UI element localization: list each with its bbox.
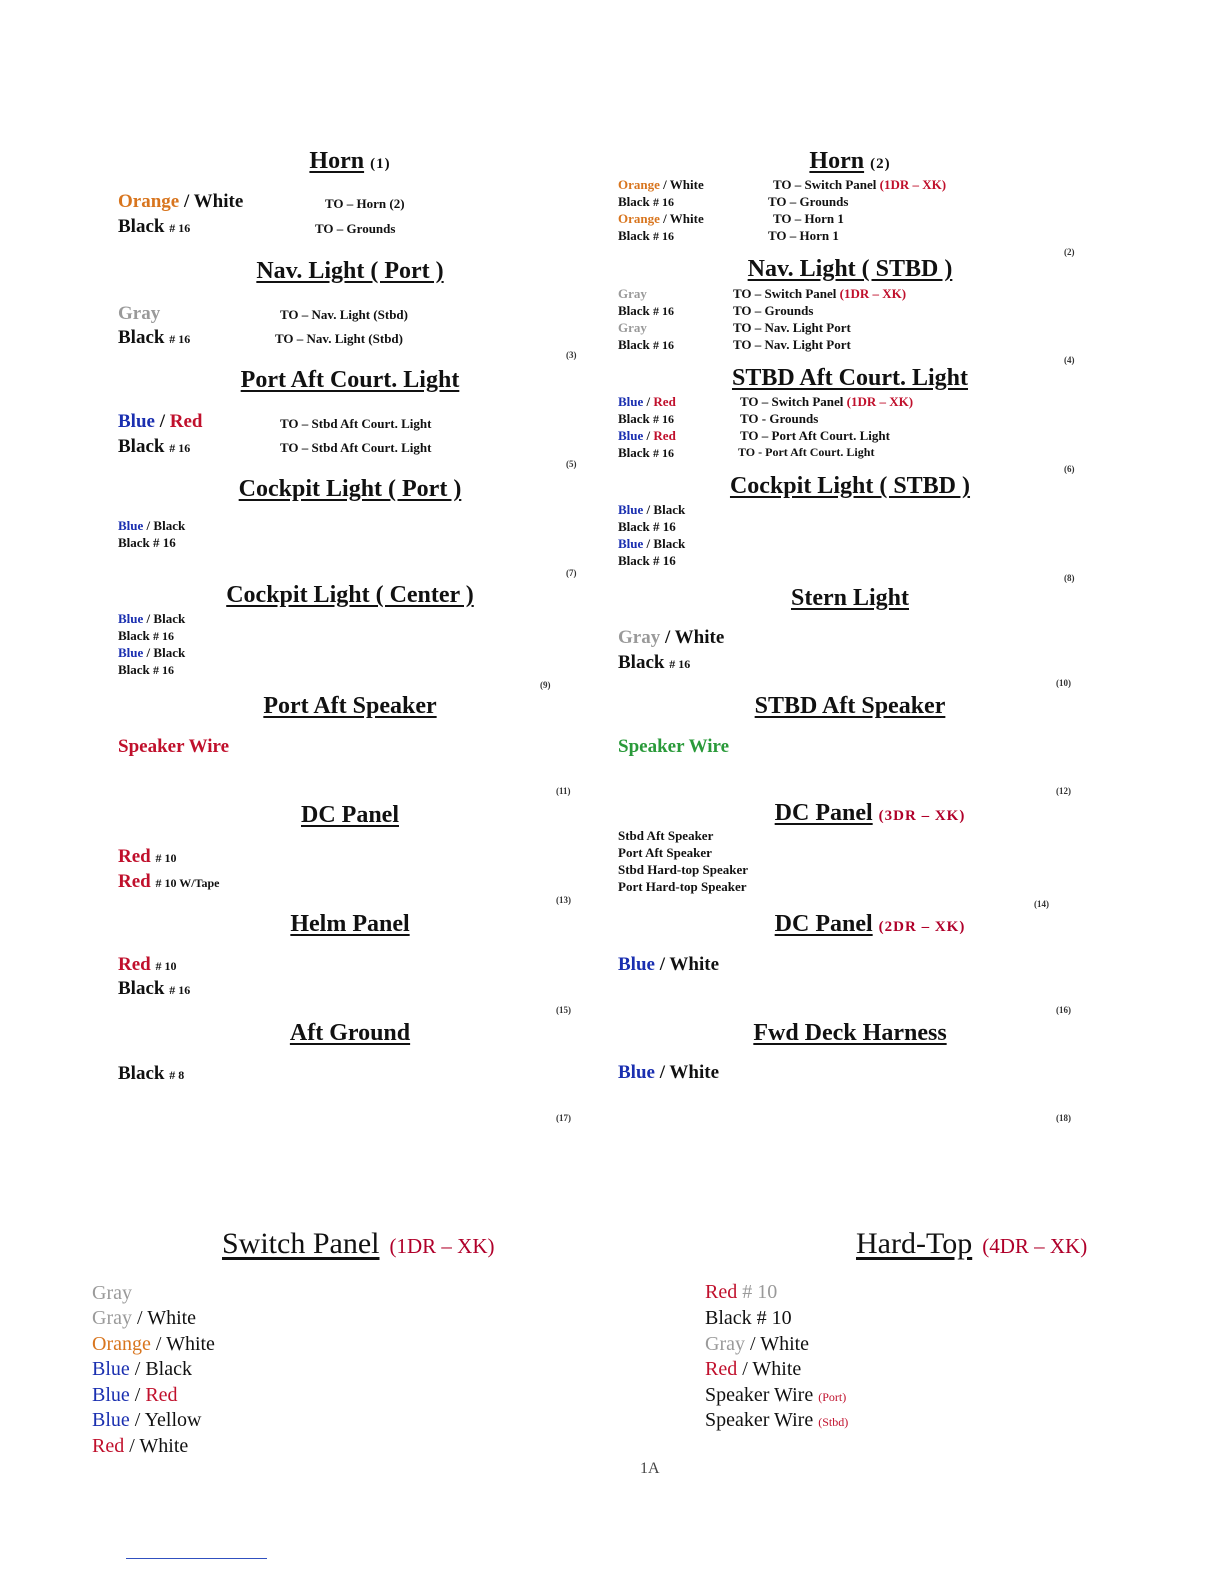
page-counter: (2) [1064, 247, 1075, 257]
hard-top-row: Black # 10 [705, 1307, 792, 1329]
hard-top-title: Hard-Top (4DR – XK) [856, 1227, 1088, 1260]
hard-top-row: Red / White [705, 1358, 802, 1380]
wire-row: Blue / Black [118, 645, 186, 660]
page-counter: (6) [1064, 464, 1075, 474]
section-title: DC Panel [301, 802, 399, 828]
section-title: Stern Light [790, 585, 909, 611]
switch-panel-row: Orange / White [92, 1333, 215, 1355]
wire-row: Black # 16 [618, 194, 675, 209]
wire-row: Black # 8 [118, 1063, 185, 1084]
wire-destination: TO – Stbd Aft Court. Light [280, 416, 432, 431]
wire-row: Port Hard-top Speaker [618, 879, 747, 894]
wire-destination: TO - Port Aft Court. Light [738, 445, 875, 459]
page-counter: (18) [1056, 1113, 1071, 1123]
wire-destination: TO – Grounds [733, 303, 814, 318]
wire-row: Black # 16 [618, 652, 691, 673]
wire-destination: TO – Stbd Aft Court. Light [280, 440, 432, 455]
page-counter: (13) [556, 895, 571, 905]
section-title: STBD Aft Court. Light [731, 365, 969, 391]
wire-row: Port Aft Speaker [618, 845, 712, 860]
section-title: Port Aft Speaker [263, 693, 437, 719]
page-counter: (10) [1056, 678, 1071, 688]
section-title: Helm Panel [290, 911, 410, 937]
wire-row: Red # 10 [118, 954, 177, 975]
wire-row: Gray [618, 286, 647, 301]
page-counter: (4) [1064, 355, 1075, 365]
footer-rule [126, 1558, 267, 1559]
page-number: 1A [640, 1460, 660, 1477]
hard-top-row: Gray / White [705, 1333, 810, 1355]
wire-row: Red # 10 [118, 846, 177, 867]
page-counter: (8) [1064, 573, 1075, 583]
wire-row: Black # 16 [618, 519, 676, 534]
switch-panel-row: Blue / Yellow [92, 1409, 202, 1431]
page-counter: (5) [566, 459, 577, 469]
wire-destination: TO – Grounds [315, 221, 396, 236]
wire-row: Blue / Black [618, 536, 686, 551]
page-counter: (12) [1056, 786, 1071, 796]
section-title: DC Panel (3DR – XK) [774, 800, 966, 826]
wire-row: Orange / White [618, 177, 704, 192]
wire-destination: TO – Horn 1 [773, 211, 844, 226]
wire-destination: TO – Nav. Light Port [733, 320, 851, 335]
wire-destination: TO – Horn 1 [768, 228, 839, 243]
section-title: Aft Ground [289, 1020, 411, 1046]
wire-destination: TO – Switch Panel (1DR – XK) [733, 286, 907, 301]
wire-row: Black # 16 [618, 228, 675, 243]
hard-top-row: Speaker Wire (Port) [705, 1384, 847, 1406]
wire-row: Blue / Red [118, 411, 203, 432]
wire-row: Gray [118, 303, 161, 324]
wire-destination: TO – Horn (2) [325, 196, 405, 211]
section-title: Cockpit Light ( Center ) [226, 582, 474, 608]
wire-destination: TO – Switch Panel (1DR – XK) [740, 394, 914, 409]
wire-destination: TO – Switch Panel (1DR – XK) [773, 177, 947, 192]
switch-panel-row: Gray [92, 1282, 132, 1304]
page-counter: (3) [566, 350, 577, 360]
wire-row: Gray [618, 320, 647, 335]
section-title: DC Panel (2DR – XK) [774, 911, 966, 937]
switch-panel-row: Blue / Black [92, 1358, 192, 1380]
wire-row: Speaker Wire [618, 736, 730, 757]
wire-destination: TO – Grounds [768, 194, 849, 209]
wire-row: Stbd Hard-top Speaker [618, 862, 749, 877]
page-counter: (17) [556, 1113, 571, 1123]
page-counter: (15) [556, 1005, 571, 1015]
section-title: STBD Aft Speaker [754, 693, 946, 719]
page-counter: (14) [1034, 899, 1049, 909]
wire-row: Black # 16 [618, 337, 675, 352]
section-title: Nav. Light ( Port ) [256, 258, 444, 284]
wire-row: Blue / White [618, 1062, 719, 1083]
wire-row: Black # 16 [118, 436, 191, 457]
wire-destination: TO – Port Aft Court. Light [740, 428, 890, 443]
wire-row: Blue / Red [618, 394, 676, 409]
hard-top-row: Red # 10 [705, 1281, 778, 1303]
wire-row: Black # 16 [618, 303, 675, 318]
wire-row: Orange / White [118, 191, 244, 212]
page-counter: (9) [540, 680, 551, 690]
page-counter: (16) [1056, 1005, 1071, 1015]
section-title: Nav. Light ( STBD ) [747, 256, 953, 282]
wire-destination: TO – Nav. Light (Stbd) [280, 307, 408, 322]
wire-destination: TO – Nav. Light Port [733, 337, 851, 352]
wire-row: Black # 16 [118, 535, 176, 550]
wire-row: Blue / Black [118, 611, 186, 626]
wire-destination: TO - Grounds [740, 411, 819, 426]
wire-row: Black # 16 [618, 445, 675, 460]
wire-row: Black # 16 [618, 553, 676, 568]
section-title: Port Aft Court. Light [240, 367, 460, 393]
page-counter: (7) [566, 568, 577, 578]
hard-top-row: Speaker Wire (Stbd) [705, 1409, 849, 1431]
wire-row: Blue / Red [618, 428, 676, 443]
wire-row: Black # 16 [118, 216, 191, 237]
section-title: Cockpit Light ( STBD ) [729, 473, 971, 499]
wire-row: Stbd Aft Speaker [618, 828, 714, 843]
switch-panel-row: Gray / White [92, 1307, 197, 1329]
wire-row: Black # 16 [618, 411, 675, 426]
section-title: Horn (2) [809, 148, 891, 174]
wire-row: Black # 16 [118, 327, 191, 348]
wire-row: Red # 10 W/Tape [118, 871, 220, 892]
switch-panel-title: Switch Panel (1DR – XK) [222, 1227, 495, 1260]
wire-row: Blue / Black [618, 502, 686, 517]
wire-destination: TO – Nav. Light (Stbd) [275, 331, 403, 346]
section-title: Horn (1) [309, 148, 391, 174]
wire-row: Speaker Wire [118, 736, 230, 757]
wire-row: Black # 16 [118, 978, 191, 999]
wire-row: Orange / White [618, 211, 704, 226]
switch-panel-row: Red / White [92, 1435, 189, 1457]
wire-row: Black # 16 [118, 628, 175, 643]
wire-row: Blue / White [618, 954, 719, 975]
section-title: Cockpit Light ( Port ) [238, 476, 462, 502]
wire-row: Blue / Black [118, 518, 186, 533]
switch-panel-row: Blue / Red [92, 1384, 178, 1406]
wire-row: Gray / White [618, 627, 725, 648]
page-counter: (11) [556, 786, 571, 796]
wire-row: Black # 16 [118, 662, 175, 677]
section-title: Fwd Deck Harness [753, 1020, 947, 1046]
